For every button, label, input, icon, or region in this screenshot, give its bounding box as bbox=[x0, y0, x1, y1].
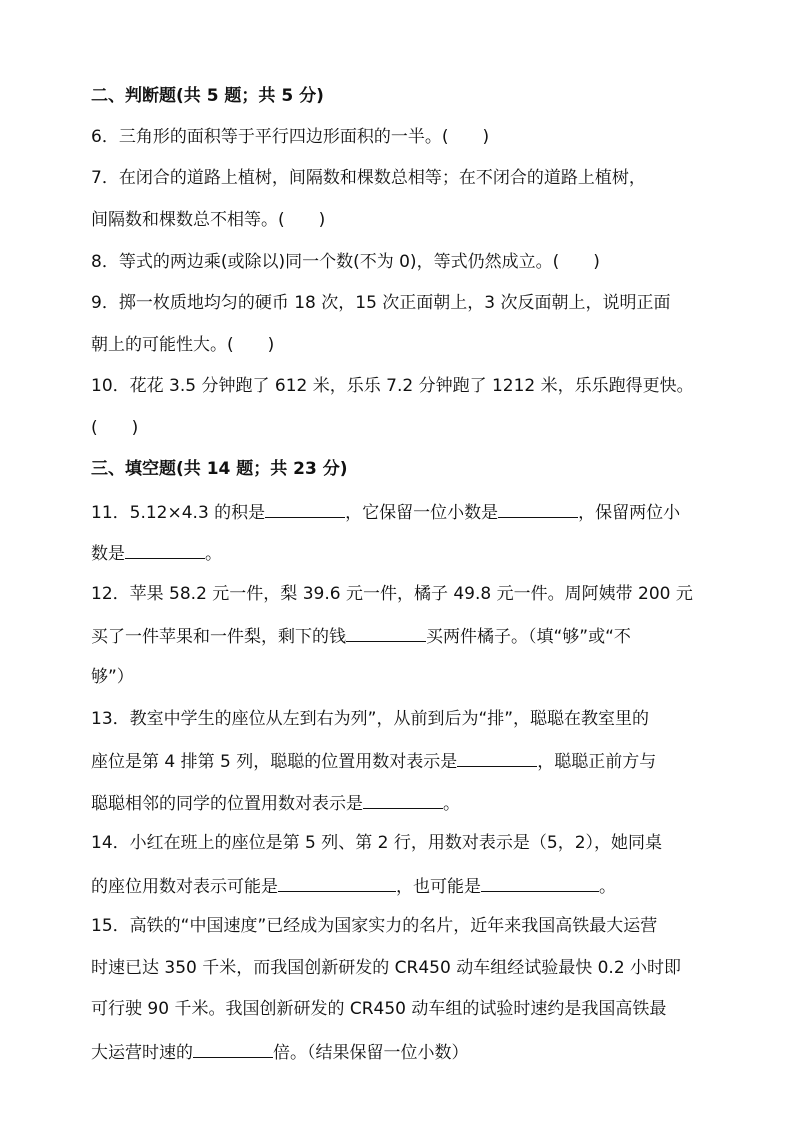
question-14-text: 的座位用数对表示可能是 bbox=[91, 877, 278, 897]
question-6: 6．三角形的面积等于平行四边形面积的一半。( ) bbox=[91, 127, 490, 147]
question-10-line-2: ( ) bbox=[91, 418, 139, 438]
question-11-line-1 bbox=[91, 499, 680, 525]
answer-blank[interactable] bbox=[265, 499, 345, 518]
question-9-line-1: 9．掷一枚质地均匀的硬币 18 次，15 次正面朝上，3 次反面朝上，说明正面 bbox=[91, 293, 671, 313]
answer-blank[interactable] bbox=[363, 790, 443, 809]
question-15-text: 倍。（结果保留一位小数） bbox=[273, 1043, 469, 1063]
question-14-text: 。 bbox=[599, 877, 616, 897]
answer-blank[interactable] bbox=[498, 499, 578, 518]
question-11-line-2 bbox=[91, 540, 222, 566]
question-15-line-1: 15．高铁的“中国速度”已经成为国家实力的名片，近年来我国高铁最大运营 bbox=[91, 916, 658, 936]
question-14-line-2 bbox=[91, 873, 616, 899]
answer-blank[interactable] bbox=[193, 1039, 273, 1058]
question-13-line-2 bbox=[91, 748, 656, 774]
question-9-line-2: 朝上的可能性大。( ) bbox=[91, 335, 275, 355]
question-13-line-1: 13．教室中学生的座位从左到右为列”，从前到后为“排”，聪聪在教室里的 bbox=[91, 709, 650, 729]
question-15-line-3: 可行驶 90 千米。我国创新研发的 CR450 动车组的试验时速约是我国高铁最 bbox=[91, 999, 667, 1019]
section-heading-judgement: 二、判断题(共 5 题；共 5 分) bbox=[91, 86, 324, 106]
question-12-line-3: 够”） bbox=[91, 667, 134, 687]
answer-blank[interactable] bbox=[457, 748, 537, 767]
question-11-text: 。 bbox=[205, 544, 222, 564]
question-7-line-1: 7．在闭合的道路上植树，间隔数和棵数总相等；在不闭合的道路上植树， bbox=[91, 168, 646, 188]
answer-blank[interactable] bbox=[346, 623, 426, 642]
question-7-line-2: 间隔数和棵数总不相等。( ) bbox=[91, 210, 326, 230]
question-13-text: 座位是第 4 排第 5 列，聪聪的位置用数对表示是 bbox=[91, 752, 458, 772]
question-12-text: 买两件橘子。（填“够”或“不 bbox=[426, 627, 631, 647]
question-15-text: 大运营时速的 bbox=[91, 1043, 193, 1063]
question-14-line-1: 14．小红在班上的座位是第 5 列、第 2 行，用数对表示是（5，2），她同桌 bbox=[91, 833, 663, 853]
question-13-text: 。 bbox=[443, 794, 460, 814]
question-15-line-2: 时速已达 350 千米，而我国创新研发的 CR450 动车组经试验最快 0.2 小时即 bbox=[91, 958, 682, 978]
question-12-line-1: 12．苹果 58.2 元一件，梨 39.6 元一件，橘子 49.8 元一件。周阿姨带 200 元 bbox=[91, 584, 693, 604]
question-13-text: ，聪聪正前方与 bbox=[537, 752, 657, 772]
question-13-text: 聪聪相邻的同学的位置用数对表示是 bbox=[91, 794, 363, 814]
answer-blank[interactable] bbox=[125, 540, 205, 559]
question-11-text: ，它保留一位小数是 bbox=[345, 503, 499, 523]
question-11-text: 11．5.12×4.3 的积是 bbox=[91, 503, 266, 523]
question-15-line-4 bbox=[91, 1039, 469, 1065]
question-8: 8．等式的两边乘(或除以)同一个数(不为 0)，等式仍然成立。( ) bbox=[91, 252, 600, 272]
question-10-line-1: 10．花花 3.5 分钟跑了 612 米，乐乐 7.2 分钟跑了 1212 米，乐乐跑得更快。 bbox=[91, 376, 694, 396]
question-11-text: 数是 bbox=[91, 544, 125, 564]
answer-blank[interactable] bbox=[481, 873, 599, 892]
question-12-line-2 bbox=[91, 623, 631, 649]
answer-blank[interactable] bbox=[278, 873, 396, 892]
section-heading-fill-in: 三、填空题(共 14 题；共 23 分) bbox=[91, 459, 348, 479]
question-12-text: 买了一件苹果和一件梨，剩下的钱 bbox=[91, 627, 346, 647]
question-11-text: ，保留两位小 bbox=[578, 503, 681, 523]
question-13-line-3 bbox=[91, 790, 460, 816]
question-14-text: ，也可能是 bbox=[396, 877, 481, 897]
